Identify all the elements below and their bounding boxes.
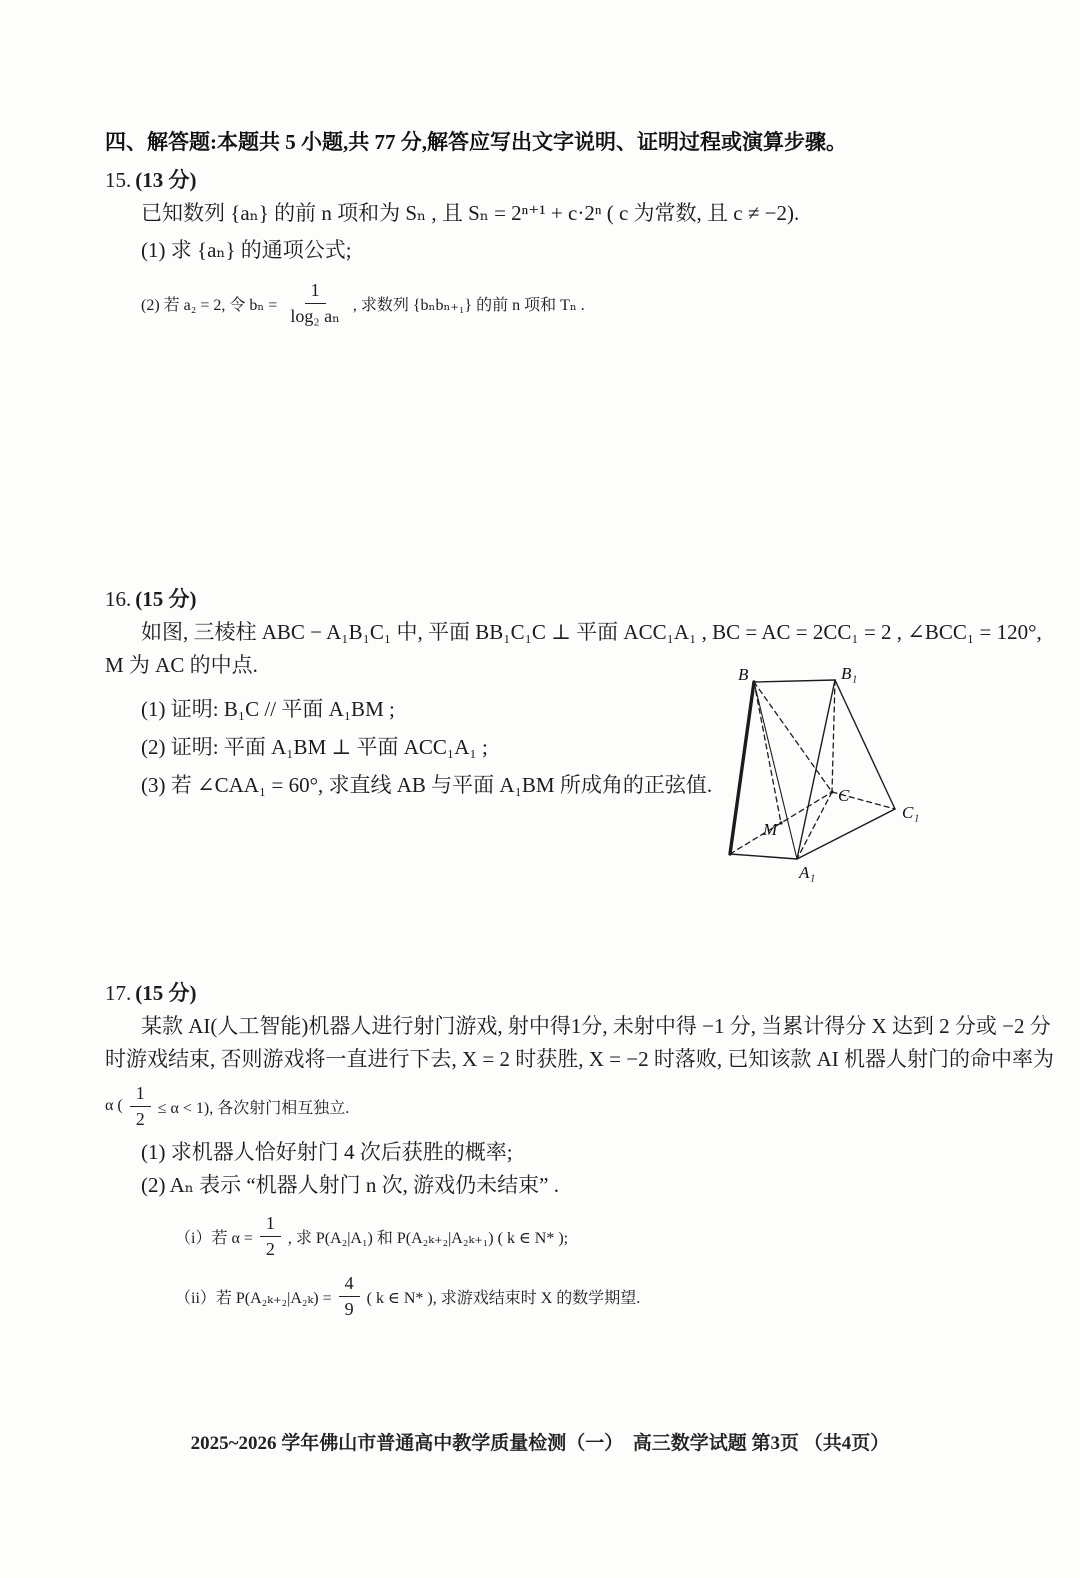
- vertex-label-B1: B₁: [841, 665, 858, 683]
- q17-number: 17.: [105, 981, 132, 1005]
- q17-number-line: [105, 977, 985, 1010]
- section-heading-text: 本题共 5 小题,共 77 分,解答应写出文字说明、证明过程或演算步骤。: [217, 130, 847, 154]
- q15-fraction-denominator: log₂ aₙ: [290, 305, 340, 326]
- prism-figure: [725, 665, 937, 892]
- q17-intro3-post: ≤ α < 1), 各次射门相互独立.: [157, 1099, 350, 1117]
- edge-A1B1: [797, 680, 835, 859]
- q16-points: (15 分): [135, 587, 197, 611]
- q15-points: (13 分): [135, 168, 197, 192]
- q15-intro: 已知数列 {aₙ} 的前 n 项和为 Sₙ , 且 Sₙ = 2ⁿ⁺¹ + c·2ⁿ ( c 为常数, 且 c ≠ −2).: [141, 201, 800, 225]
- page-footer: 2025~2026 学年佛山市普通高中教学质量检测（一） 高三数学试题 第3页 （共4页）: [190, 1433, 890, 1454]
- q17-points: (15 分): [135, 981, 197, 1005]
- q15-number-line: [105, 164, 985, 197]
- q15-fraction: [284, 279, 346, 327]
- q16-intro-line2: M 为 AC 的中点.: [105, 653, 258, 677]
- q17-sub-i: [105, 1206, 985, 1266]
- vertex-dot-C: [830, 790, 833, 793]
- q17-intro-line1: 某款 AI(人工智能)机器人进行射门游戏, 射中得1分, 未射中得 −1 分, 当累计得分 X 达到 2 分或 −2 分: [141, 1014, 1051, 1038]
- q17-block: [105, 972, 1055, 1326]
- q17-part1: (1) 求机器人恰好射门 4 次后获胜的概率;: [141, 1140, 513, 1164]
- vertex-label-C: C: [838, 786, 850, 805]
- q15-part2-post: , 求数列 {bₙbₙ₊₁} 的前 n 项和 Tₙ .: [352, 296, 585, 314]
- q17-sub-i-fraction: [260, 1212, 281, 1260]
- q17-sub-ii-post: ( k ∈ N* ), 求游戏结束时 X 的数学期望.: [366, 1289, 641, 1307]
- q17-sub-i-fraction-numerator: 1: [260, 1212, 281, 1237]
- vertex-label-M: M: [763, 820, 778, 839]
- vertex-dot-M: [779, 821, 782, 824]
- edge-BM: [754, 682, 781, 823]
- edge-BB1: [754, 680, 835, 682]
- q17-sub-ii: [105, 1266, 985, 1326]
- vertex-label-A1: A₁: [799, 863, 816, 882]
- edge-B1C: [832, 680, 835, 792]
- q17-sub-ii-pre: （ii）若 P(A₂ₖ₊₂|A₂ₖ) =: [175, 1289, 332, 1307]
- q16-number-line: [105, 583, 985, 616]
- q15-part2-pre: (2) 若 a₂ = 2, 令 bₙ =: [141, 296, 278, 314]
- q15-part1: (1) 求 {aₙ} 的通项公式;: [141, 238, 352, 262]
- q17-alpha-fraction-denominator: 2: [135, 1108, 145, 1129]
- q16-part3: (3) 若 ∠CAA₁ = 60°, 求直线 AB 与平面 A₁BM 所成角的正弦值.: [141, 773, 713, 797]
- vertex-label-C1: C₁: [902, 803, 920, 822]
- section-q15-block: [105, 126, 985, 333]
- q17-intro-line3: [105, 1076, 985, 1136]
- q17-sub-i-fraction-denominator: 2: [265, 1238, 275, 1259]
- q17-sub-i-pre: （i）若 α =: [175, 1229, 253, 1247]
- q17-sub-ii-fraction-numerator: 4: [339, 1272, 360, 1297]
- edge-AB: [730, 682, 754, 854]
- section-heading-label: 四、解答题:: [105, 130, 217, 154]
- q17-sub-ii-fraction-denominator: 9: [344, 1298, 354, 1319]
- q17-part2: (2) Aₙ 表示 “机器人射门 n 次, 游戏仍未结束” .: [141, 1173, 559, 1197]
- edge-AA1: [730, 854, 797, 859]
- q15-number: 15.: [105, 168, 132, 192]
- q16-part2: (2) 证明: 平面 A₁BM ⊥ 平面 ACC₁A₁ ;: [141, 735, 488, 759]
- edge-A1C1: [797, 809, 895, 859]
- q17-sub-ii-fraction: [339, 1272, 360, 1320]
- q17-intro-line2: 时游戏结束, 否则游戏将一直进行下去, X = 2 时获胜, X = −2 时落败, 已知该款 AI 机器人射门的命中率为: [105, 1047, 1055, 1071]
- q17-sub-i-post: , 求 P(A₂|A₁) 和 P(A₂ₖ₊₂|A₂ₖ₊₁) ( k ∈ N* );: [287, 1229, 569, 1247]
- q15-part2: [105, 273, 985, 333]
- q16-intro-line1: 如图, 三棱柱 ABC − A₁B₁C₁ 中, 平面 BB₁C₁C ⊥ 平面 ACC₁A₁ , BC = AC = 2CC₁ = 2 , ∠BCC₁ = 120°,: [141, 620, 1042, 644]
- q17-alpha-fraction-numerator: 1: [130, 1082, 151, 1107]
- q15-fraction-numerator: 1: [305, 279, 326, 304]
- edge-BC: [754, 682, 832, 792]
- q17-alpha-fraction: [130, 1082, 151, 1130]
- q17-intro3-pre: α (: [105, 1097, 123, 1114]
- section-heading: [105, 126, 985, 159]
- q16-number: 16.: [105, 587, 132, 611]
- q16-part1: (1) 证明: B₁C // 平面 A₁BM ;: [141, 697, 395, 721]
- vertex-label-B: B: [738, 665, 749, 684]
